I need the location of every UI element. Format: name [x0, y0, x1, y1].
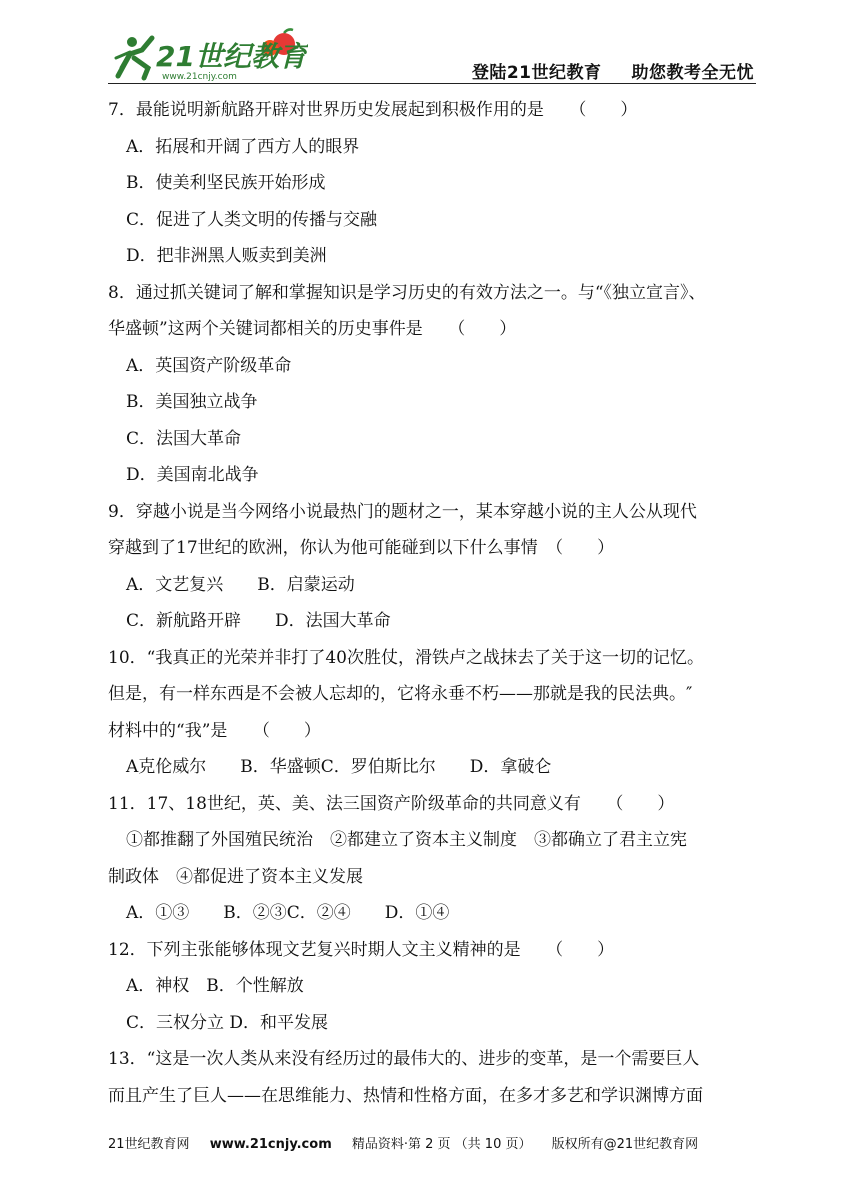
21cnjy-logo — [108, 28, 308, 82]
text-line: A．①③ B．②③C．②④ D．①④ — [126, 903, 450, 923]
text-line: 穿越到了17世纪的欧洲，你认为他可能碰到以下什么事情 （ ） — [108, 538, 615, 558]
footer-copyright: 版权所有@21世纪教育网 — [551, 1137, 699, 1152]
text-line: A．英国资产阶级革命 — [126, 355, 292, 376]
text-line: 制政体 ④都促进了资本主义发展 — [108, 866, 363, 887]
footer-site-name: 21世纪教育网 — [108, 1137, 190, 1152]
text-line: 但是，有一样东西是不会被人忘却的，它将永垂不朽——那就是我的民法典。″ — [108, 684, 693, 704]
question-content — [108, 92, 758, 1114]
text-line: 华盛顿”这两个关键词都相关的历史事件是 （ ） — [108, 319, 517, 339]
footer-page-info: 精品资料·第 2 页 （共 10 页） — [351, 1137, 532, 1152]
slogan-right: 助您教考全无忧 — [631, 63, 754, 83]
text-line: 8．通过抓关键词了解和掌握知识是学习历史的有效方法之一。与“《独立宣言》、 — [108, 282, 706, 303]
text-line: 12．下列主张能够体现文艺复兴时期人文主义精神的是 （ ） — [108, 939, 615, 960]
text-line: B．使美利坚民族开始形成 — [126, 173, 326, 193]
text-line: C．法国大革命 — [126, 428, 242, 449]
text-line: C．促进了人类文明的传播与交融 — [126, 209, 378, 230]
text-line: 9．穿越小说是当今网络小说最热门的题材之一，某本穿越小说的主人公从现代 — [108, 501, 697, 522]
text-line: D．把非洲黑人贩卖到美洲 — [126, 246, 327, 266]
text-line: C．新航路开辟 D．法国大革命 — [126, 611, 391, 631]
text-line: A．文艺复兴 B．启蒙运动 — [126, 574, 355, 595]
text-line: A．神权 B．个性解放 — [126, 976, 304, 996]
footer-site-url[interactable]: www.21cnjy.com — [209, 1137, 332, 1152]
header-slogan — [472, 58, 754, 83]
svg-text:21世纪教育: 21世纪教育 — [156, 40, 307, 73]
svg-text:www.21cnjy.com: www.21cnjy.com — [162, 72, 237, 82]
text-line: 7．最能说明新航路开辟对世界历史发展起到积极作用的是 （ ） — [108, 100, 638, 120]
text-line: D．美国南北战争 — [126, 465, 259, 485]
text-line: 10．“我真正的光荣并非打了40次胜仗，滑铁卢之战抹去了关于这一切的记忆。 — [108, 647, 704, 668]
text-line: ①都推翻了外国殖民统治 ②都建立了资本主义制度 ③都确立了君主立宪 — [126, 830, 687, 850]
text-line: B．美国独立战争 — [126, 392, 258, 412]
page-header — [108, 28, 756, 84]
text-line: A．拓展和开阔了西方人的眼界 — [126, 136, 360, 157]
text-line: C．三权分立 D．和平发展 — [126, 1012, 329, 1033]
text-line: A克伦威尔 B．华盛顿C．罗伯斯比尔 D．拿破仑 — [126, 757, 552, 777]
text-line: 而且产生了巨人——在思维能力、热情和性格方面，在多才多艺和学识渊博方面 — [108, 1085, 703, 1106]
text-line: 11．17、18世纪，英、美、法三国资产阶级革命的共同意义有 （ ） — [108, 793, 675, 814]
header-rule — [108, 83, 756, 84]
text-line: 13．“这是一次人类从来没有经历过的最伟大的、进步的变革，是一个需要巨人 — [108, 1049, 700, 1069]
text-line: 材料中的“我”是 （ ） — [108, 720, 321, 741]
page-footer — [108, 1133, 714, 1152]
slogan-left: 登陆21世纪教育 — [471, 63, 602, 83]
